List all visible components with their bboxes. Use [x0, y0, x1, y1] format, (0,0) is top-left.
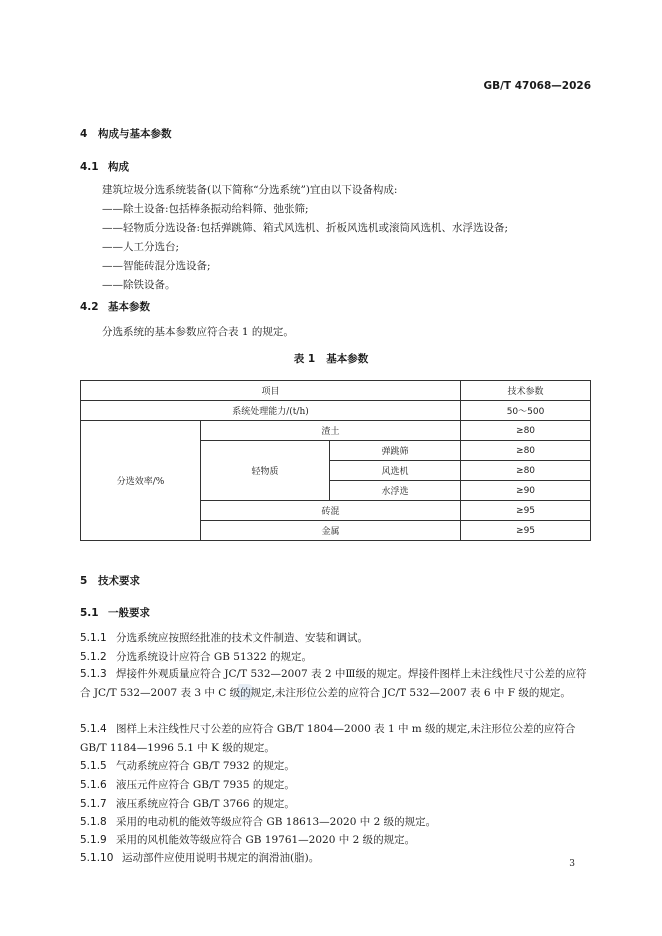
- list-item: ——人工分选台;: [102, 241, 180, 253]
- table-cell: 水浮选: [330, 481, 461, 501]
- table-cell: ≥90: [461, 481, 591, 501]
- clause: 5.1.3 焊接件外观质量应符合 JC/T 532—2007 表 2 中Ⅲ级的规定。焊接件图样上未注线性尺寸公差的应符合 JC/T 532—2007 表 3 中 C 级的规定,未注形位公差的应符合 JC/T 532—2007 表 6 中 F 级的规定。: [80, 668, 587, 699]
- section-5-heading: [80, 573, 140, 588]
- parameters-table: [80, 380, 591, 541]
- header-cell: 项目: [81, 381, 461, 401]
- header-cell: 技术参数: [461, 381, 591, 401]
- clause: 5.1.1 分选系统应按照经批准的技术文件制造、安装和调试。: [80, 632, 368, 644]
- section-5-1-heading: [80, 605, 150, 620]
- section-number: 4.2: [80, 301, 99, 313]
- section-4-2-heading: [80, 299, 150, 314]
- table-cell: 弹跳筛: [330, 441, 461, 461]
- section-number: 5: [80, 575, 88, 587]
- standard-number: GB/T 47068—2026: [483, 80, 591, 92]
- table-cell: ≥95: [461, 501, 591, 521]
- clause: 5.1.5 气动系统应符合 GB/T 7932 的规定。: [80, 760, 295, 772]
- table-cell: 渣土: [201, 421, 461, 441]
- clause: 5.1.10 运动部件应使用说明书规定的润滑油(脂)。: [80, 852, 320, 864]
- clause: 5.1.4 图样上未注线性尺寸公差的应符合 GB/T 1804—2000 表 1 中 m 级的规定,未注形位公差的应符合 GB/T 1184—1996 5.1 中 K 级的规定。: [80, 723, 576, 754]
- section-4-1-heading: [80, 159, 129, 174]
- section-4-heading: [80, 126, 172, 141]
- table-cell: 金属: [201, 521, 461, 541]
- section-number: 5.1: [80, 607, 99, 619]
- table-row: [81, 401, 591, 421]
- table-cell: ≥95: [461, 521, 591, 541]
- table-cell: ≥80: [461, 461, 591, 481]
- section-title: 技术要求: [98, 575, 140, 587]
- clause: 5.1.6 液压元件应符合 GB/T 7935 的规定。: [80, 779, 295, 791]
- list-item: ——除铁设备。: [102, 279, 176, 291]
- table-cell: 风选机: [330, 461, 461, 481]
- list-item: ——除土设备:包括棒条振动给料筛、弛张筛;: [102, 203, 309, 215]
- page-number: 3: [569, 859, 575, 869]
- table-row: [81, 421, 591, 441]
- clause: 5.1.8 采用的电动机的能效等级应符合 GB 18613—2020 中 2 级的规定。: [80, 816, 437, 828]
- paragraph: 分选系统的基本参数应符合表 1 的规定。: [102, 326, 294, 338]
- table-caption: 表 1 基本参数: [293, 353, 369, 365]
- clause: 5.1.9 采用的风机能效等级应符合 GB 19761—2020 中 2 级的规定。: [80, 834, 416, 846]
- section-title: 构成与基本参数: [98, 128, 172, 140]
- table-cell: 50～500: [461, 401, 591, 421]
- table-cell: ≥80: [461, 421, 591, 441]
- clause: 5.1.2 分选系统设计应符合 GB 51322 的规定。: [80, 651, 313, 663]
- list-item: ——轻物质分选设备:包括弹跳筛、箱式风选机、折板风选机或滚筒风选机、水浮选设备;: [102, 222, 509, 234]
- section-number: 4.1: [80, 161, 99, 173]
- table-cell: 分选效率/%: [81, 421, 201, 541]
- table-cell: ≥80: [461, 441, 591, 461]
- table-cell: 砖混: [201, 501, 461, 521]
- section-title: 基本参数: [108, 301, 150, 313]
- section-title: 构成: [108, 161, 129, 173]
- clause: 5.1.7 液压系统应符合 GB/T 3766 的规定。: [80, 798, 295, 810]
- table-cell: 系统处理能力/(t/h): [81, 401, 461, 421]
- list-item: ——智能砖混分选设备;: [102, 260, 211, 272]
- section-number: 4: [80, 128, 88, 140]
- watermark-icon: [234, 681, 256, 703]
- paragraph: 建筑垃圾分选系统装备(以下简称“分选系统”)宜由以下设备构成:: [102, 184, 398, 196]
- table-cell: 轻物质: [201, 441, 330, 501]
- table-row: [81, 381, 591, 401]
- section-title: 一般要求: [108, 607, 150, 619]
